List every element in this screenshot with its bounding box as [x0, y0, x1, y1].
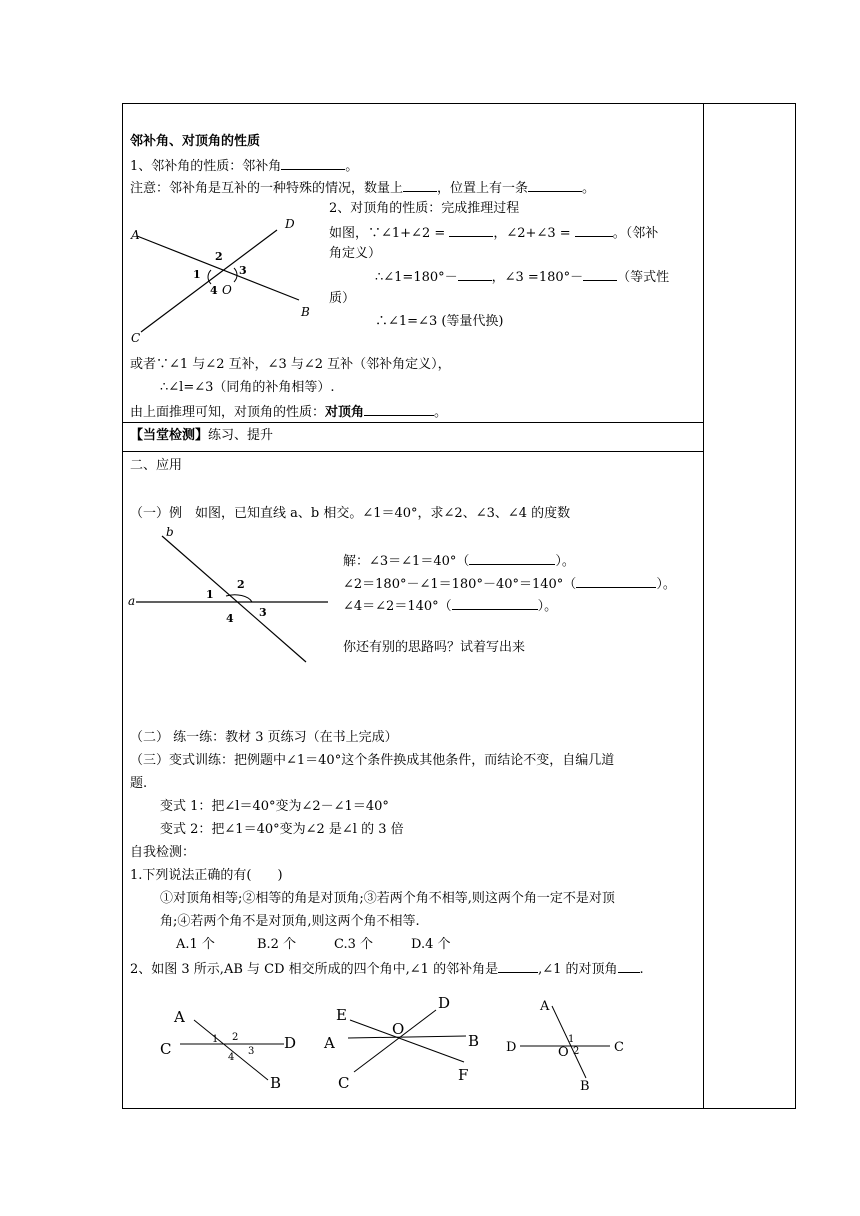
svg-text:O: O — [392, 1020, 405, 1038]
svg-text:C: C — [160, 1040, 172, 1058]
text-line: 注意：邻补角是互补的一种特殊的情况，数量上 ，位置上有一条 。 — [130, 181, 596, 196]
text-line: （二） 练一练：教材 3 页练习（在书上完成） — [130, 730, 398, 745]
text-line: 角;④若两个角不是对顶角,则这两个角不相等. — [160, 914, 420, 929]
svg-text:A: A — [131, 228, 140, 242]
text-line: 你还有别的思路吗？试着写出来 — [343, 640, 526, 655]
option-a: A.1 个 — [176, 937, 215, 952]
text-line: （一）例 如图，已知直线 a、b 相交。∠1＝40°，求∠2、∠3、∠4 的度数 — [130, 506, 571, 521]
svg-text:3: 3 — [248, 1046, 255, 1057]
svg-text:1: 1 — [568, 1034, 575, 1045]
text-line: ∠2＝180°－∠1＝180°－40°＝140°（ ）。 — [343, 577, 676, 592]
text-line: ∠4＝∠2＝140°（ ）。 — [343, 599, 558, 614]
svg-text:O: O — [558, 1045, 569, 1060]
row-divider — [123, 422, 703, 423]
svg-text:1: 1 — [206, 588, 214, 601]
svg-text:B: B — [468, 1032, 480, 1050]
svg-text:2: 2 — [573, 1046, 580, 1057]
svg-text:D: D — [285, 217, 295, 231]
svg-text:B: B — [580, 1079, 590, 1094]
text-line: 题. — [130, 776, 148, 791]
figure-3-right — [500, 990, 640, 1094]
svg-text:2: 2 — [215, 250, 223, 263]
text-line: 变式 1：把∠l＝40°变为∠2－∠1＝40° — [160, 799, 389, 814]
svg-text:1: 1 — [193, 268, 201, 281]
text-line: 如图，∵∠1+∠2 = ，∠2+∠3 = 。（邻补 — [329, 226, 659, 241]
figure-3-left — [150, 1000, 310, 1100]
figure-3-middle — [318, 990, 490, 1094]
svg-text:b: b — [166, 525, 174, 539]
svg-text:B: B — [270, 1074, 282, 1092]
svg-text:C: C — [614, 1040, 624, 1055]
svg-text:3: 3 — [239, 264, 247, 277]
svg-text:3: 3 — [259, 606, 267, 619]
text-line: 解：∠3＝∠1＝40°（ ）。 — [343, 554, 575, 569]
text-line: ∴∠1=∠3 (等量代换) — [375, 314, 504, 329]
svg-text:A: A — [540, 999, 550, 1014]
svg-text:4: 4 — [226, 612, 234, 625]
text-line: ∴∠l=∠3（同角的补角相等）. — [160, 380, 335, 395]
svg-text:4: 4 — [210, 284, 218, 297]
svg-text:4: 4 — [228, 1052, 235, 1063]
section-title: 邻补角、对顶角的性质 — [130, 134, 261, 149]
text-line: ①对顶角相等;②相等的角是对顶角;③若两个角不相等,则这两个角一定不是对顶 — [160, 891, 615, 906]
column-divider — [703, 104, 704, 1108]
option-c: C.3 个 — [334, 937, 374, 952]
option-b: B.2 个 — [257, 937, 297, 952]
svg-text:D: D — [506, 1040, 517, 1055]
option-d: D.4 个 — [411, 937, 451, 952]
svg-text:D: D — [438, 994, 451, 1012]
question-2: 2、如图 3 所示,AB 与 CD 相交所成的四个角中,∠1 的邻补角是 ,∠1 的对顶角 . — [130, 962, 644, 977]
text-line: 由上面推理可知，对顶角的性质：对顶角 。 — [130, 405, 448, 420]
row-divider — [123, 451, 703, 452]
text-line: ∴∠1=180°－ ，∠3 =180°－ （等式性 — [375, 270, 670, 285]
text-line: 或者∵∠1 与∠2 互补，∠3 与∠2 互补（邻补角定义）， — [130, 357, 451, 372]
svg-text:C: C — [338, 1074, 350, 1092]
svg-text:O: O — [222, 283, 232, 297]
text-line: 角定义） — [329, 246, 382, 261]
text-line: 质） — [329, 291, 356, 306]
section-title: 【当堂检测】练习、提升 — [130, 428, 274, 443]
text-line: 自我检测： — [130, 845, 196, 860]
svg-text:A: A — [324, 1034, 335, 1052]
svg-text:2: 2 — [237, 578, 245, 591]
question-1: 1.下列说法正确的有( ) — [130, 868, 283, 883]
svg-text:B: B — [301, 305, 310, 319]
svg-text:F: F — [458, 1066, 469, 1084]
svg-text:2: 2 — [232, 1032, 239, 1043]
text-line: 2、对顶角的性质：完成推理过程 — [329, 201, 520, 216]
svg-text:E: E — [336, 1006, 347, 1024]
text-line: 变式 2：把∠1＝40°变为∠2 是∠l 的 3 倍 — [160, 822, 404, 837]
text-line: （三）变式训练：把例题中∠1＝40°这个条件换成其他条件，而结论不变，自编几道 — [130, 753, 615, 768]
svg-text:D: D — [284, 1034, 297, 1052]
text-line: 1、邻补角的性质：邻补角 。 — [130, 159, 359, 174]
figure-intersecting-lines-2 — [126, 524, 332, 664]
svg-text:C: C — [131, 331, 141, 345]
section-title: 二、应用 — [130, 458, 183, 473]
svg-text:a: a — [128, 594, 136, 608]
figure-intersecting-lines-1 — [127, 212, 319, 350]
svg-text:A: A — [174, 1008, 185, 1026]
svg-text:1: 1 — [212, 1034, 219, 1045]
